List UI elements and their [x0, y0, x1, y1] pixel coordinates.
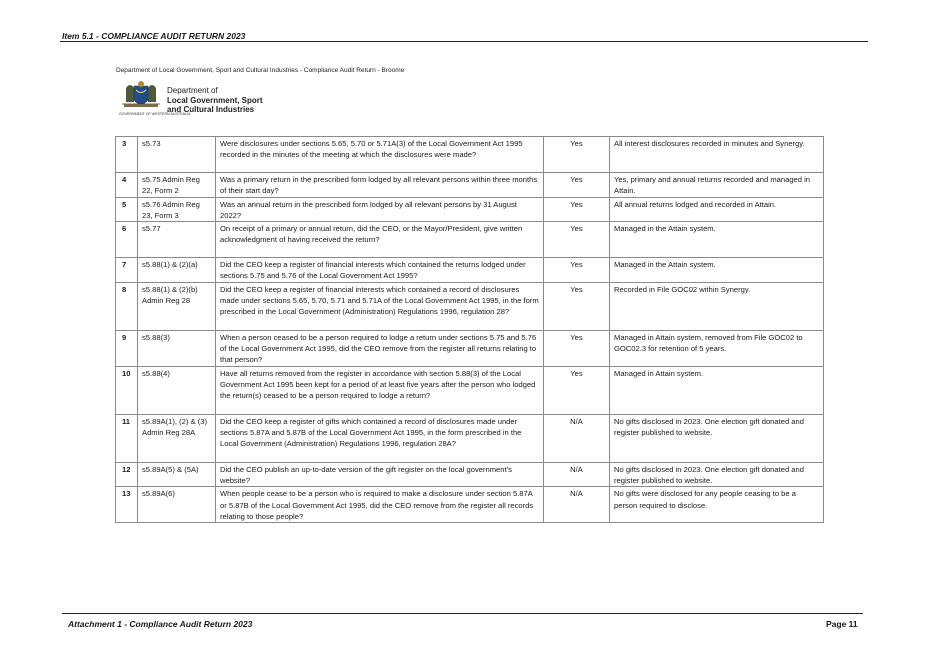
row-number-cell: 10	[116, 366, 138, 414]
row-number-cell: 8	[116, 282, 138, 330]
wa-coat-of-arms-icon	[118, 80, 191, 124]
row-number-cell: 7	[116, 258, 138, 283]
item-title: Item 5.1 - COMPLIANCE AUDIT RETURN 2023	[62, 31, 246, 41]
legislation-reference-cell: s5.75 Admin Reg 22, Form 2	[138, 173, 216, 198]
question-cell: When a person ceased to be a person required to lodge a return under sections 5.75 and 5.76 of the Local Government Act 1995, did the CEO remove from the register all returns relating to that person?	[216, 330, 544, 366]
page-number: Page 11	[826, 619, 858, 629]
table-row	[116, 366, 824, 414]
legislation-reference-cell: s5.88(1) & (2)(b) Admin Reg 28	[138, 282, 216, 330]
table-row	[116, 282, 824, 330]
comments-cell: Managed in the Attain system.	[610, 258, 824, 283]
response-cell: Yes	[544, 366, 610, 414]
comments-cell: Yes, primary and annual returns recorded and managed in Attain.	[610, 173, 824, 198]
question-cell: Were disclosures under sections 5.65, 5.70 or 5.71A(3) of the Local Government Act 1995 recorded in the minutes of the meeting at which the disclosures were made?	[216, 137, 544, 173]
table-row	[116, 462, 824, 487]
legislation-reference-cell: s5.88(3)	[138, 330, 216, 366]
department-line: Department of Local Government, Sport and Cultural Industries - Compliance Audit Return - Broome	[116, 67, 405, 74]
coat-of-arms-shape	[122, 81, 160, 107]
row-number-cell: 12	[116, 462, 138, 487]
row-number-cell: 11	[116, 414, 138, 462]
response-cell: Yes	[544, 258, 610, 283]
compliance-table-body	[116, 137, 824, 523]
table-row	[116, 487, 824, 523]
question-cell: Was an annual return in the prescribed form lodged by all relevant persons by 31 August 2022?	[216, 197, 544, 222]
legislation-reference-cell: s5.89A(5) & (5A)	[138, 462, 216, 487]
row-number-cell: 5	[116, 197, 138, 222]
comments-cell: All interest disclosures recorded in minutes and Synergy.	[610, 137, 824, 173]
legislation-reference-cell: s5.88(4)	[138, 366, 216, 414]
table-row	[116, 414, 824, 462]
question-cell: Did the CEO keep a register of financial interests which contained the returns lodged under sections 5.75 and 5.76 of the Local Government Act 1995?	[216, 258, 544, 283]
row-number-cell: 4	[116, 173, 138, 198]
response-cell: N/A	[544, 462, 610, 487]
response-cell: Yes	[544, 330, 610, 366]
response-cell: Yes	[544, 173, 610, 198]
legislation-reference-cell: s5.89A(6)	[138, 487, 216, 523]
logo-caption: GOVERNMENT OF WESTERN AUSTRALIA	[119, 112, 191, 116]
table-row	[116, 137, 824, 173]
logo-line-3: and Cultural Industries	[167, 105, 255, 114]
response-cell: Yes	[544, 222, 610, 258]
table-row	[116, 197, 824, 222]
row-number-cell: 3	[116, 137, 138, 173]
question-cell: Did the CEO publish an up-to-date version of the gift register on the local government’s website?	[216, 462, 544, 487]
row-number-cell: 9	[116, 330, 138, 366]
legislation-reference-cell: s5.73	[138, 137, 216, 173]
table-row	[116, 222, 824, 258]
question-cell: Have all returns removed from the register in accordance with section 5.88(3) of the Local Government Act 1995 been kept for a period of at least five years after the person who lodged the return(s) ceased to be a person required to lodge a return?	[216, 366, 544, 414]
table-row	[116, 173, 824, 198]
comments-cell: Managed in Attain system.	[610, 366, 824, 414]
header-divider	[60, 41, 868, 42]
question-cell: Was a primary return in the prescribed form lodged by all relevant persons within three months of their start day?	[216, 173, 544, 198]
question-cell: Did the CEO keep a register of gifts which contained a record of disclosures made under sections 5.87A and 5.87B of the Local Government Act 1995, in the form prescribed in the Local Government (Administration) Regulations 1996, regulation 28A?	[216, 414, 544, 462]
response-cell: N/A	[544, 487, 610, 523]
question-cell: On receipt of a primary or annual return, did the CEO, or the Mayor/President, give written acknowledgment of having received the return?	[216, 222, 544, 258]
logo-line-2: Local Government, Sport	[167, 95, 263, 105]
comments-cell: All annual returns lodged and recorded in Attain.	[610, 197, 824, 222]
legislation-reference-cell: s5.88(1) & (2)(a)	[138, 258, 216, 283]
legislation-reference-cell: s5.76 Admin Reg 23, Form 3	[138, 197, 216, 222]
table-row	[116, 258, 824, 283]
comments-cell: No gifts were disclosed for any people ceasing to be a person required to disclose.	[610, 487, 824, 523]
response-cell: Yes	[544, 282, 610, 330]
comments-cell: No gifts disclosed in 2023. One election gift donated and register published to website.	[610, 462, 824, 487]
logo-text	[167, 86, 263, 115]
footer-attachment-title: Attachment 1 - Compliance Audit Return 2023	[68, 619, 253, 629]
response-cell: Yes	[544, 137, 610, 173]
comments-cell: Recorded in File GOC02 within Synergy.	[610, 282, 824, 330]
comments-cell: No gifts disclosed in 2023. One election gift donated and register published to website.	[610, 414, 824, 462]
response-cell: Yes	[544, 197, 610, 222]
question-cell: Did the CEO keep a register of financial interests which contained a record of disclosures made under sections 5.65, 5.70, 5.71 and 5.71A of the Local Government Act 1995, in the form prescribed in the Local Government (Administration) Regulations 1996, regulation 28?	[216, 282, 544, 330]
row-number-cell: 6	[116, 222, 138, 258]
comments-cell: Managed in Attain system, removed from File GOC02 to GOC02.3 for retention of 5 years.	[610, 330, 824, 366]
legislation-reference-cell: s5.89A(1), (2) & (3) Admin Reg 28A	[138, 414, 216, 462]
table-row	[116, 330, 824, 366]
legislation-reference-cell: s5.77	[138, 222, 216, 258]
comments-cell: Managed in the Attain system.	[610, 222, 824, 258]
logo-line-1: Department of	[167, 86, 218, 95]
row-number-cell: 13	[116, 487, 138, 523]
response-cell: N/A	[544, 414, 610, 462]
footer-divider	[62, 613, 863, 614]
compliance-table	[115, 136, 824, 523]
question-cell: When people cease to be a person who is required to make a disclosure under section 5.87A or 5.87B of the Local Government Act 1995, did the CEO remove from the register all records relating to those people?	[216, 487, 544, 523]
